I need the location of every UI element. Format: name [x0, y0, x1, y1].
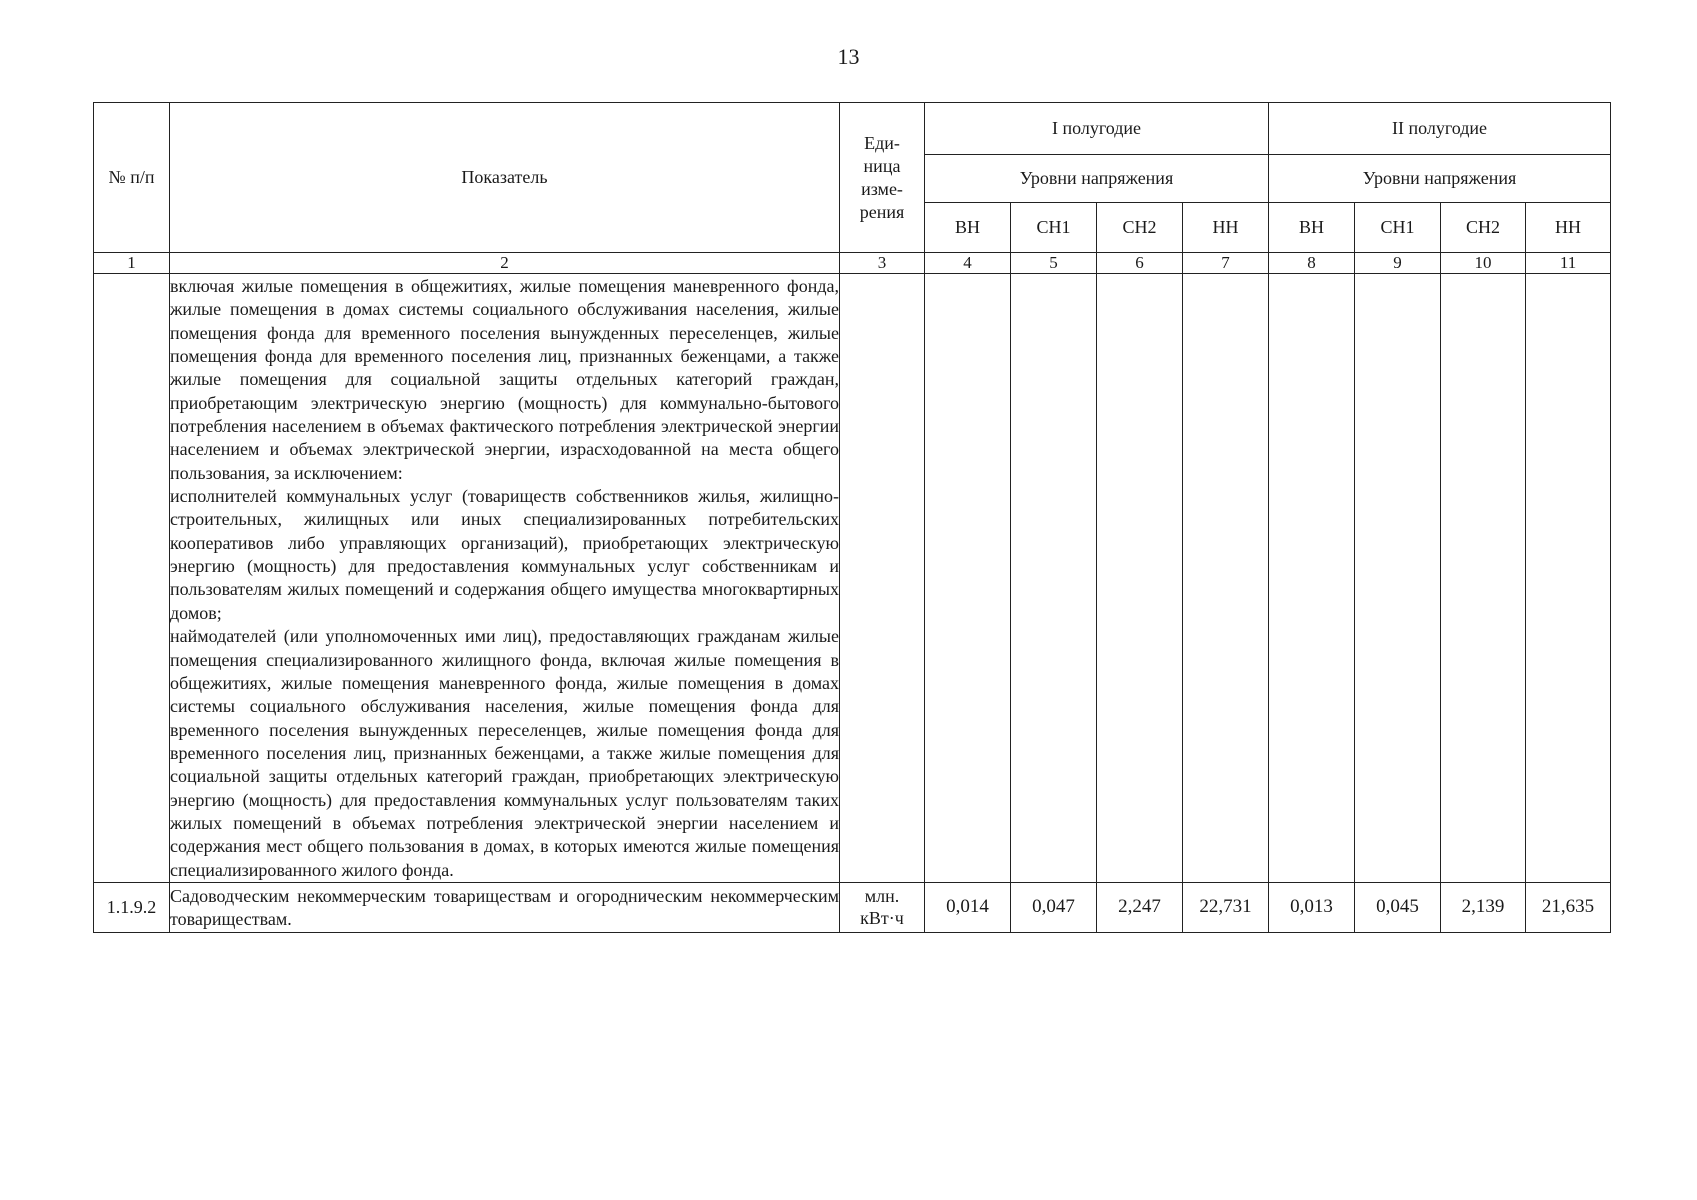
value-cell: 2,139: [1441, 882, 1526, 932]
column-index: 11: [1526, 253, 1611, 274]
empty-cell: [1011, 274, 1097, 883]
page-number: 13: [837, 44, 860, 69]
continuation-num-cell: [94, 274, 170, 883]
column-index-row: [94, 253, 1611, 274]
row-unit: [840, 882, 925, 932]
empty-cell: [1355, 274, 1441, 883]
header-levels1: Уровни напряжения: [925, 155, 1269, 203]
column-index: 2: [170, 253, 840, 274]
column-index: 10: [1441, 253, 1526, 274]
header-voltage-6: СН1: [1355, 203, 1441, 253]
row-indicator: [170, 882, 840, 932]
continuation-paragraph: наймодателей (или уполномоченных ими лиц), предоставляющих гражданам жилые помещения специализированного жилищного фонда, включая жилые помещения в общежитиях, жилые помещения маневренного фонда, жилые помещения в домах системы социального обслуживания населения, жилые помещения фонда для временного поселения вынужденных переселенцев, жилые помещения фонда для временного поселения лиц, признанных беженцами, а также жилые помещения для социальной защиты отдельных категорий граждан, приобретающих электрическую энергию (мощность) для предоставления коммунальных услуг пользователям таких жилых помещений в объемах потребления электрической энергии населением и содержания мест общего пользования в домах, в которых имеются жилые помещения специализированного жилого фонда.: [170, 626, 839, 880]
value-cell: 0,014: [925, 882, 1011, 932]
column-index: 8: [1269, 253, 1355, 274]
value-cell: 0,045: [1355, 882, 1441, 932]
header-num: № п/п: [94, 103, 170, 253]
header-voltage-4: НН: [1183, 203, 1269, 253]
empty-cell: [1097, 274, 1183, 883]
header-voltage-1: ВН: [925, 203, 1011, 253]
value-cell: 2,247: [1097, 882, 1183, 932]
empty-cell: [1441, 274, 1526, 883]
header-voltage-3: СН2: [1097, 203, 1183, 253]
column-index: 6: [1097, 253, 1183, 274]
column-index: 7: [1183, 253, 1269, 274]
header-half2: II полугодие: [1269, 103, 1611, 155]
empty-cell: [925, 274, 1011, 883]
header-levels2: Уровни напряжения: [1269, 155, 1611, 203]
continuation-row: [94, 274, 1611, 883]
header-voltage-2: СН1: [1011, 203, 1097, 253]
column-index: 4: [925, 253, 1011, 274]
continuation-text-cell: [170, 274, 840, 883]
column-index: 1: [94, 253, 170, 274]
continuation-paragraph: исполнителей коммунальных услуг (товариществ собственников жилья, жилищно-строительных, жилищных или иных специализированных потребительских кооперативов либо управляющих организаций), приобретающих электрическую энергию (мощность) для предоставления коммунальных услуг собственникам и пользователям жилых помещений и содержания общего имущества многоквартирных домов;: [170, 486, 839, 623]
row-indicator-text: Садоводческим некоммерческим товариществам и огородническим некоммерческим товариществам.: [170, 885, 839, 929]
tariff-table: [93, 102, 1611, 933]
column-index: 9: [1355, 253, 1441, 274]
header-unit: [840, 103, 925, 253]
header-voltage-7: СН2: [1441, 203, 1526, 253]
header-indicator: Показатель: [170, 103, 840, 253]
empty-cell: [1269, 274, 1355, 883]
value-cell: 0,047: [1011, 882, 1097, 932]
empty-cell: [840, 274, 925, 883]
header-voltage-5: ВН: [1269, 203, 1355, 253]
column-index: 5: [1011, 253, 1097, 274]
header-voltage-8: НН: [1526, 203, 1611, 253]
header-half1: I полугодие: [925, 103, 1269, 155]
table-row: [94, 882, 1611, 932]
column-index: 3: [840, 253, 925, 274]
empty-cell: [1183, 274, 1269, 883]
header-unit-text: Еди- ница изме- рения: [859, 132, 905, 222]
empty-cell: [1526, 274, 1611, 883]
value-cell: 0,013: [1269, 882, 1355, 932]
row-number: 1.1.9.2: [94, 882, 170, 932]
value-cell: 21,635: [1526, 882, 1611, 932]
continuation-paragraph: включая жилые помещения в общежитиях, жилые помещения маневренного фонда, жилые помещения в домах системы социального обслуживания населения, жилые помещения фонда для временного поселения вынужденных переселенцев, жилые помещения фонда для временного поселения лиц, признанных беженцами, а также жилые помещения для социальной защиты отдельных категорий граждан, приобретающим электрическую энергию (мощность) для коммунально-бытового потребления населением в объемах фактического потребления электрической энергии населением и объемах электрической энергии, израсходованной на места общего пользования, за исключением:: [170, 276, 839, 483]
value-cell: 22,731: [1183, 882, 1269, 932]
row-unit-text: млн. кВт·ч: [860, 886, 904, 929]
